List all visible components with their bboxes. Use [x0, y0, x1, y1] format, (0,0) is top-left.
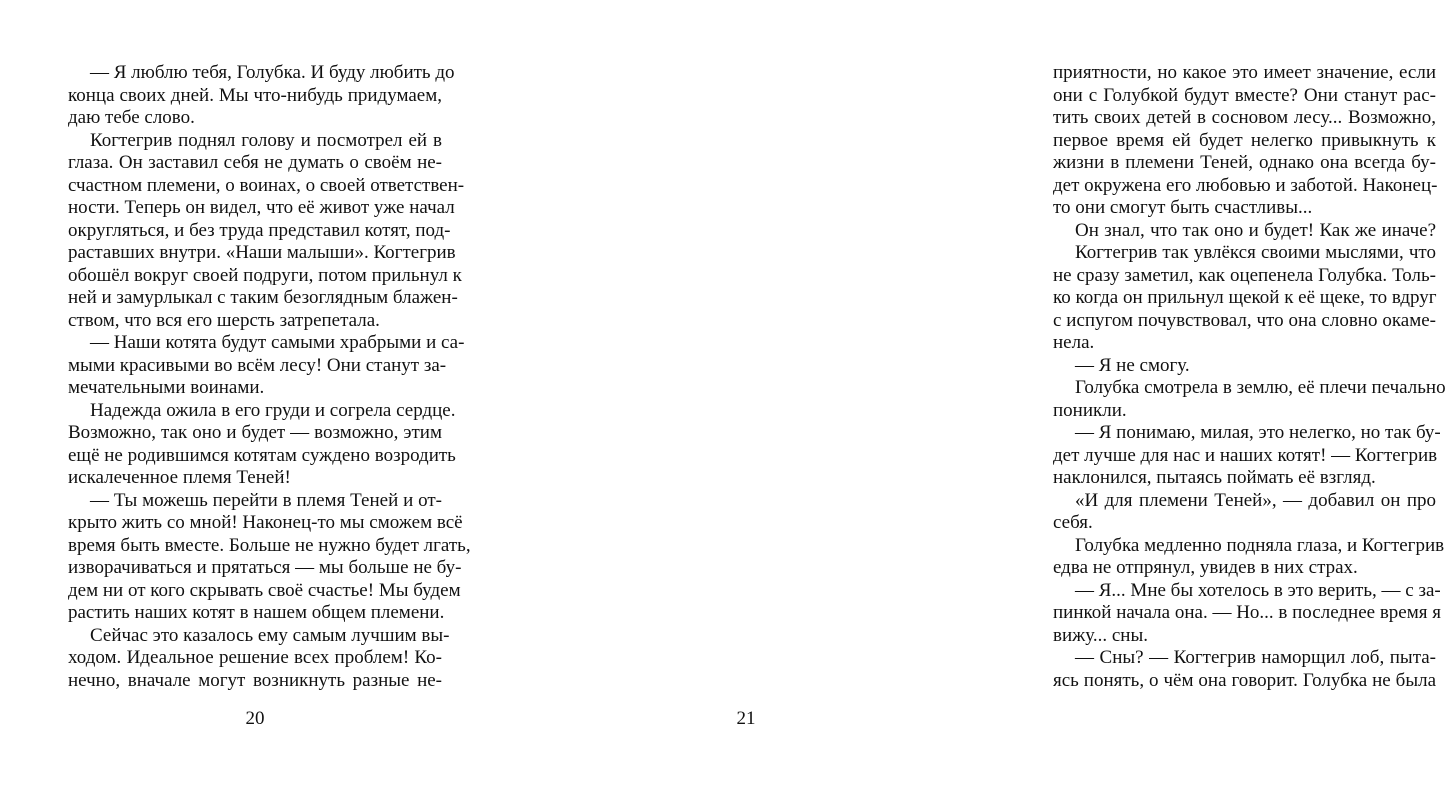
text-line: дет лучше для нас и наших котят! — Когтегрив — [1053, 444, 1438, 466]
page-number-left: 20 — [245, 708, 265, 729]
text-line: Когтегрив так увлёкся своими мыслями, что — [1075, 242, 1436, 263]
text-line: не сразу заметил, как оцепенела Голубка. Толь- — [1053, 264, 1436, 286]
page-number-right: 21 — [736, 708, 756, 729]
text-line: первое время ей будет нелегко привыкнуть к — [1053, 129, 1436, 151]
text-line: ясь понять, о чём она говорит. Голубка не была — [1053, 669, 1436, 691]
text-line: Сейчас это казалось ему самым лучшим вы- — [90, 624, 450, 646]
text-line: Голубка смотрела в землю, её плечи печально — [1075, 377, 1446, 398]
text-line: изворачиваться и прятаться — мы больше не бу- — [68, 557, 462, 578]
text-line: округляться, и без труда представил котят, под- — [68, 219, 451, 241]
text-line: они с Голубкой будут вместе? Они станут рас- — [1053, 84, 1436, 106]
text-line: Надежда ожила в его груди и согрела сердце. — [90, 399, 456, 421]
text-line: наклонился, пытаясь поймать её взгляд. — [1053, 467, 1376, 488]
text-line: дет окружена его любовью и заботой. Наконец- — [1053, 174, 1438, 196]
text-line: ходом. Идеальное решение всех проблем! Ко- — [68, 647, 442, 668]
text-line: — Я не смогу. — [1075, 354, 1190, 376]
text-line: время быть вместе. Больше не нужно будет лгать, — [68, 534, 471, 556]
text-line: то они смогут быть счастливы... — [1053, 197, 1313, 218]
text-line: обошёл вокруг своей подруги, потом прильнул к — [68, 264, 462, 286]
text-line: даю тебе слово. — [68, 107, 195, 128]
text-line: жизни в племени Теней, однако она всегда бу- — [1053, 152, 1436, 173]
text-line: — Я... Мне бы хотелось в это верить, — с за- — [1075, 579, 1441, 601]
text-line: едва не отпрянул, увидев в них страх. — [1053, 557, 1358, 578]
text-line: — Я понимаю, милая, это нелегко, но так бу- — [1075, 422, 1441, 443]
text-line: искалеченное племя Теней! — [68, 467, 291, 488]
text-line: дем ни от кого скрывать своё счастье! Мы будем — [68, 579, 461, 601]
text-line: «И для племени Теней», — добавил он про — [1075, 489, 1436, 511]
text-line: растить наших котят в нашем общем племени. — [68, 602, 445, 623]
text-line: пинкой начала она. — Но... в последнее время я — [1053, 602, 1441, 623]
text-line: крыто жить со мной! Наконец-то мы сможем всё — [68, 512, 463, 533]
text-line: конца своих дней. Мы что-нибудь придумаем, — [68, 84, 442, 106]
text-line: — Наши котята будут самыми храбрыми и са- — [90, 332, 465, 353]
text-line: счастном племени, о воинах, о своей ответствен- — [68, 174, 465, 196]
text-line: раставших внутри. «Наши малыши». Когтегрив — [68, 242, 456, 263]
text-line: Возможно, так оно и будет — возможно, этим — [68, 422, 442, 443]
text-line: Когтегрив поднял голову и посмотрел ей в — [90, 129, 442, 151]
text-line: тить своих детей в сосновом лесу... Возможно, — [1053, 107, 1436, 128]
text-line: вижу... сны. — [1053, 624, 1148, 646]
text-line: Голубка медленно подняла глаза, и Когтегрив — [1075, 534, 1445, 556]
text-line: себя. — [1053, 512, 1093, 533]
text-line: Он знал, что так оно и будет! Как же иначе? — [1075, 219, 1436, 241]
text-line: нечно, вначале могут возникнуть разные не- — [68, 669, 442, 691]
text-line: ней и замурлыкал с таким безоглядным блажен- — [68, 287, 458, 308]
text-line: приятности, но какое это имеет значение, если — [1053, 62, 1436, 83]
text-line: — Я люблю тебя, Голубка. И буду любить до — [90, 62, 455, 83]
text-line: ности. Теперь он видел, что её живот уже начал — [68, 197, 455, 218]
text-line: нела. — [1053, 332, 1095, 353]
text-line: — Сны? — Когтегрив наморщил лоб, пыта- — [1075, 647, 1436, 668]
text-line: ещё не родившимся котятам суждено возродить — [68, 444, 456, 466]
text-line: с испугом почувствовал, что она словно окаме- — [1053, 309, 1436, 331]
text-line: глаза. Он заставил себя не думать о своём не- — [68, 152, 442, 173]
text-line: — Ты можешь перейти в племя Теней и от- — [90, 489, 442, 511]
text-line: ко когда он прильнул щекой к её щеке, то вдруг — [1053, 287, 1437, 308]
text-line: мечательными воинами. — [68, 377, 265, 398]
text-line: ством, что вся его шерсть затрепетала. — [68, 309, 380, 331]
text-line: мыми красивыми во всём лесу! Они станут за- — [68, 354, 447, 376]
text-line: поникли. — [1053, 399, 1127, 421]
